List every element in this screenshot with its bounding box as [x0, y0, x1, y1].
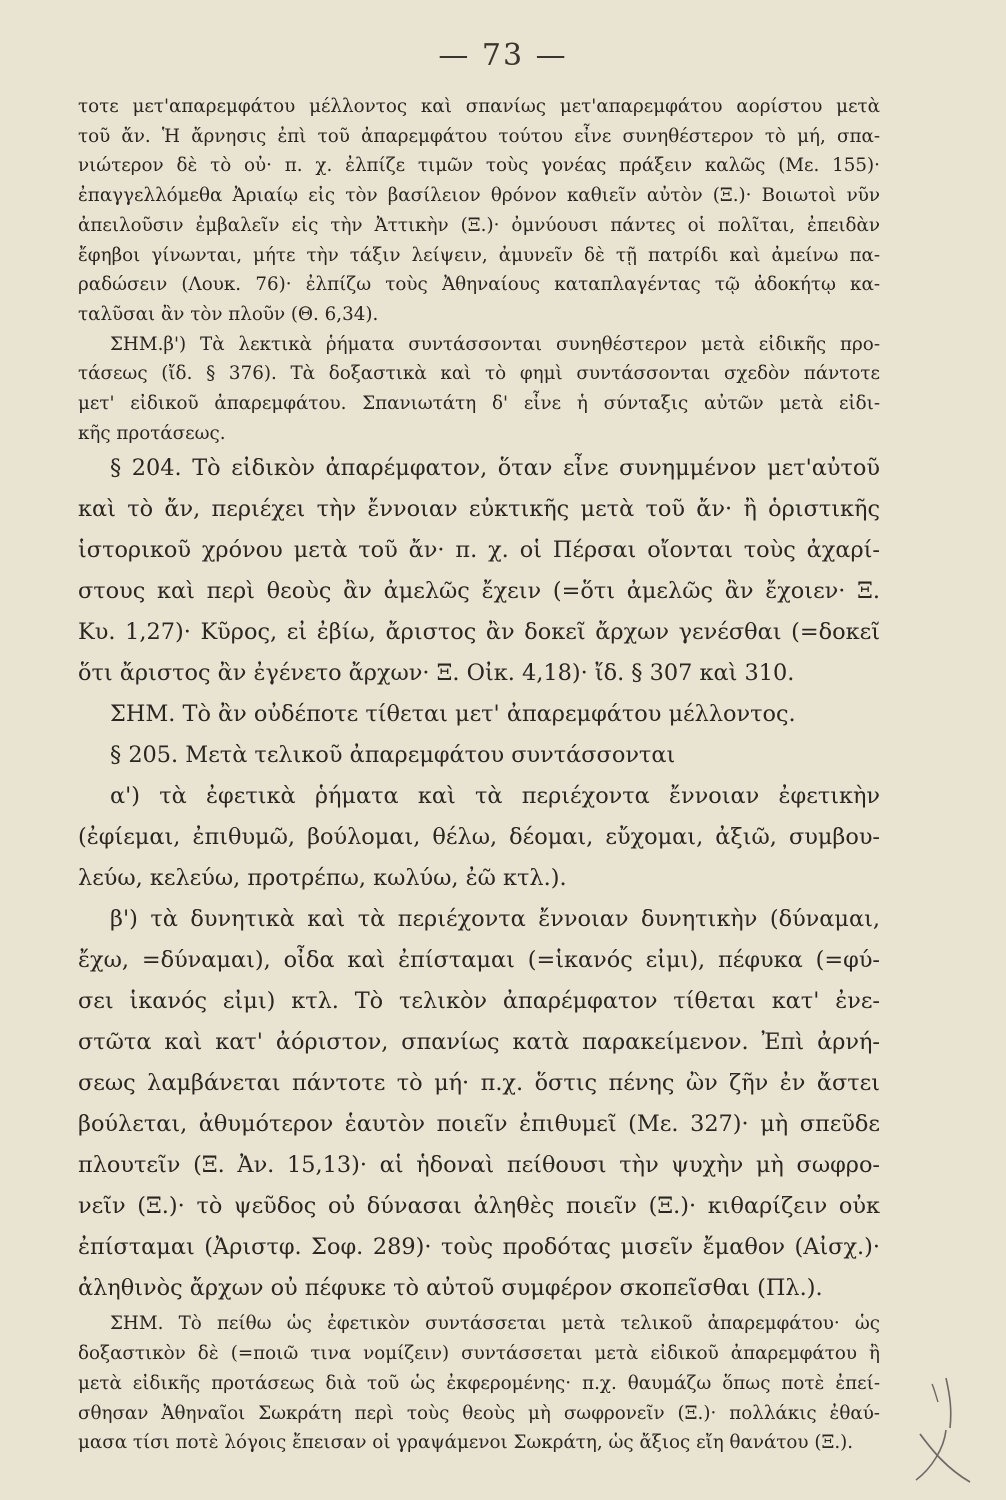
- text-line: ἐπίσταμαι (Ἀριστφ. Σοφ. 289)· τοὺς προδότας μισεῖν ἔμαθον (Αἰσχ.)·: [78, 1234, 880, 1261]
- paragraph-p-204: [78, 448, 880, 694]
- text-line: ΣΗΜ. Τὸ πείθω ὡς ἐφετικὸν συντάσσεται μετὰ τελικοῦ ἀπαρεμφάτου· ὡς: [110, 1313, 880, 1335]
- pencil-mark-icon: [906, 1376, 976, 1486]
- text-line: μασα τίσι ποτὲ λόγοις ἔπεισαν οἱ γραψάμενοι Σωκράτη, ὡς ἄξιος εἴη θανάτου (Ξ.).: [78, 1432, 854, 1454]
- paragraph-p-205b: [78, 899, 880, 1309]
- paragraph-p-intro: [78, 92, 880, 330]
- text-line: ΣΗΜ.β') Τὰ λεκτικὰ ῥήματα συντάσσονται συνηθέστερον μετὰ εἰδικῆς προ-: [110, 333, 880, 355]
- text-line: σεως λαμβάνεται πάντοτε τὸ μή· π.χ. ὅστις πένης ὢν ζῆν ἐν ἄστει: [78, 1070, 880, 1097]
- text-line: στῶτα καὶ κατ' ἀόριστον, σπανίως κατὰ παρακείμενον. Ἐπὶ ἀρνή-: [78, 1029, 880, 1056]
- text-line: δοξαστικὸν δὲ (=ποιῶ τινα νομίζειν) συντάσσεται μετὰ εἰδικοῦ ἀπαρεμφάτου ἢ: [78, 1343, 880, 1365]
- text-line: τοτε μετ'απαρεμφάτου μέλλοντος καὶ σπανίως μετ'απαρεμφάτου αορίστου μετὰ: [78, 96, 880, 117]
- text-line: ἀπειλοῦσιν ἐμβαλεῖν εἰς τὴν Ἀττικὴν (Ξ.)· ὀμνύουσι πάντες οἱ πολῖται, ἐπειδὰν: [78, 214, 880, 236]
- text-line: λεύω, κελεύω, προτρέπω, κωλύω, ἐῶ κτλ.).: [78, 865, 567, 892]
- paragraph-p-205: [78, 735, 880, 776]
- text-line: ἀληθινὸς ἄρχων οὐ πέφυκε τὸ αὐτοῦ συμφέρον σκοπεῖσθαι (Πλ.).: [78, 1275, 823, 1302]
- text-line: ΣΗΜ. Τὸ ἂν οὐδέποτε τίθεται μετ' ἀπαρεμφάτου μέλλοντος.: [110, 701, 796, 728]
- paragraph-p-shm-b: [78, 330, 880, 449]
- text-line: α') τὰ ἐφετικὰ ῥήματα καὶ τὰ περιέχοντα ἔννοιαν ἐφετικὴν: [110, 783, 880, 810]
- page-number: — 73 —: [438, 38, 568, 73]
- text-line: ἱστορικοῦ χρόνου μετὰ τοῦ ἄν· π. χ. οἱ Πέρσαι οἴονται τοὺς ἀχαρί-: [78, 537, 880, 564]
- text-line: § 205. Μετὰ τελικοῦ ἀπαρεμφάτου συντάσσονται: [110, 742, 676, 769]
- text-line: μετ' εἰδικοῦ ἀπαρεμφάτου. Σπανιωτάτη δ' εἶνε ἡ σύνταξις αὐτῶν μετὰ εἰδι-: [78, 393, 880, 415]
- text-line: τάσεως (ἴδ. § 376). Τὰ δοξαστικὰ καὶ τὸ φημὶ συντάσσονται σχεδὸν πάντοτε: [78, 363, 880, 385]
- text-line: Κυ. 1,27)· Κῦρος, εἰ ἐβίω, ἄριστος ἂν δοκεῖ ἄρχων γενέσθαι (=δοκεῖ: [78, 619, 880, 646]
- text-line: ταλῦσαι ἂν τὸν πλοῦν (Θ. 6,34).: [78, 303, 379, 325]
- text-line: μετὰ εἰδικῆς προτάσεως διὰ τοῦ ὡς ἐκφερομένης· π.χ. θαυμάζω ὅπως ποτὲ ἐπεί-: [78, 1372, 880, 1394]
- text-line: νιώτερον δὲ τὸ οὐ· π. χ. ἐλπίζε τιμῶν τοὺς γονέας πράξειν καλῶς (Με. 155)·: [78, 155, 880, 177]
- page-body: [78, 92, 880, 1458]
- text-line: βούλεται, ἀθυμότερον ἑαυτὸν ποιεῖν ἐπιθυμεῖ (Με. 327)· μὴ σπεῦδε: [78, 1111, 880, 1138]
- text-line: β') τὰ δυνητικὰ καὶ τὰ περιέχοντα ἔννοιαν δυνητικὴν (δύναμαι,: [110, 906, 880, 933]
- text-line: ἔφηβοι γίνωνται, μήτε τὴν τάξιν λείψειν, ἀμυνεῖν δὲ τῇ πατρίδι καὶ ἀμείνω πα-: [78, 244, 880, 266]
- text-line: ἐπαγγελλόμεθα Ἀριαίῳ εἰς τὸν βασίλειον θρόνον καθιεῖν αὐτὸν (Ξ.)· Βοιωτοὶ νῦν: [78, 185, 880, 207]
- text-line: § 204. Τὸ εἰδικὸν ἀπαρέμφατον, ὅταν εἶνε συνημμένον μετ'αὐτοῦ: [110, 455, 880, 482]
- text-line: ὅτι ἄριστος ἂν ἐγένετο ἄρχων· Ξ. Οἰκ. 4,18)· ἴδ. § 307 καὶ 310.: [78, 660, 795, 687]
- text-line: τοῦ ἄν. Ἡ ἄρνησις ἐπὶ τοῦ ἀπαρεμφάτου τούτου εἶνε συνηθέστερον τὸ μή, σπα-: [78, 125, 880, 147]
- text-line: σθησαν Ἀθηναῖοι Σωκράτη περὶ τοὺς θεοὺς μὴ σωφρονεῖν (Ξ.)· πολλάκις ἐθαύ-: [78, 1402, 880, 1424]
- paragraph-p-205a: [78, 776, 880, 899]
- text-line: στους καὶ περὶ θεοὺς ἂν ἀμελῶς ἔχειν (=ὅτι ἀμελῶς ἂν ἔχοιεν· Ξ.: [78, 578, 880, 605]
- text-line: καὶ τὸ ἄν, περιέχει τὴν ἔννοιαν εὐκτικῆς μετὰ τοῦ ἄν· ἢ ὁριστικῆς: [78, 496, 880, 523]
- text-line: ἔχω, =δύναμαι), οἶδα καὶ ἐπίσταμαι (=ἱκανός εἰμι), πέφυκα (=φύ-: [78, 947, 880, 974]
- text-line: πλουτεῖν (Ξ. Ἀν. 15,13)· αἱ ἡδοναὶ πείθουσι τὴν ψυχὴν μὴ σωφρο-: [78, 1152, 880, 1179]
- text-line: (ἐφίεμαι, ἐπιθυμῶ, βούλομαι, θέλω, δέομαι, εὔχομαι, ἀξιῶ, συμβου-: [78, 824, 880, 851]
- paragraph-p-shm-peitho: [78, 1309, 880, 1458]
- text-line: κῆς προτάσεως.: [78, 422, 226, 444]
- text-line: ραδώσειν (Λουκ. 76)· ἐλπίζω τοὺς Ἀθηναίους καταπλαγέντας τῷ ἀδοκήτῳ κα-: [78, 274, 880, 296]
- text-line: νεῖν (Ξ.)· τὸ ψεῦδος οὐ δύνασαι ἀληθὲς ποιεῖν (Ξ.)· κιθαρίζειν οὐκ: [78, 1193, 880, 1220]
- paragraph-p-shm-an: [78, 694, 880, 735]
- text-line: σει ἱκανός εἰμι) κτλ. Τὸ τελικὸν ἀπαρέμφατον τίθεται κατ' ἐνε-: [78, 988, 880, 1015]
